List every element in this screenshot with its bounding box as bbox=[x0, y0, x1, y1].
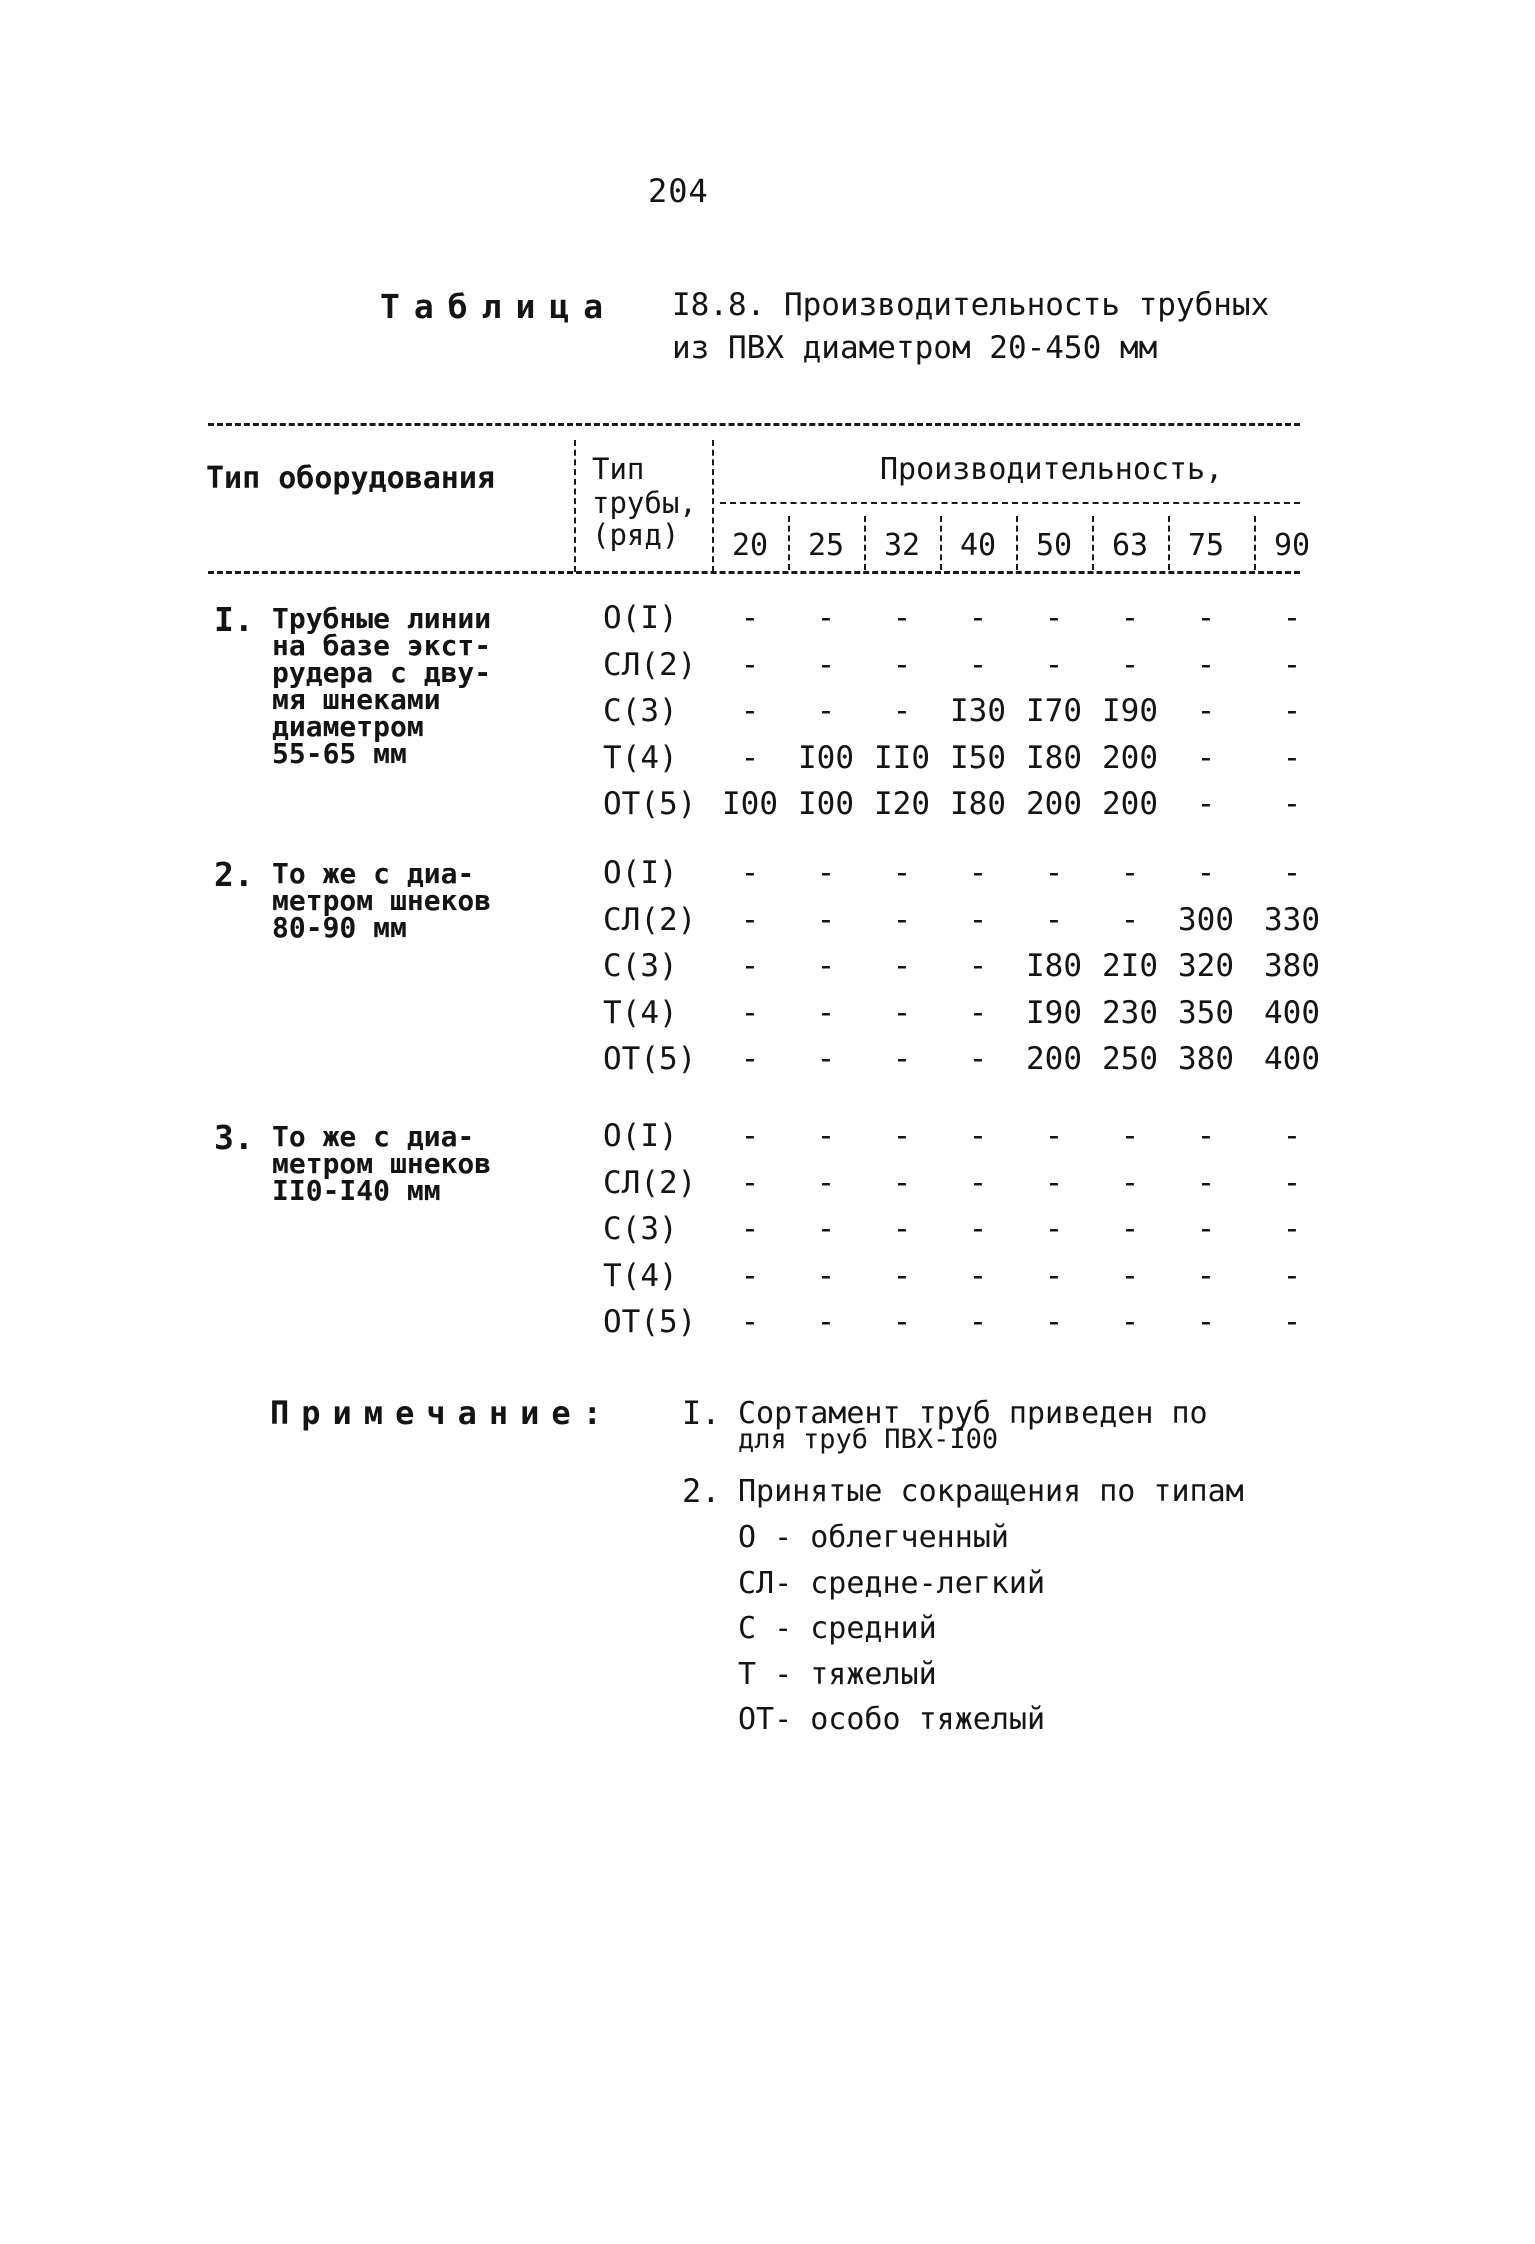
header-pipe-type-line-1: Тип bbox=[592, 452, 645, 486]
productivity-value-cell: - bbox=[1196, 786, 1216, 822]
diameter-header-cell: 50 bbox=[1035, 528, 1073, 563]
table-caption-label: Таблица bbox=[380, 287, 618, 326]
productivity-value-cell: I80 bbox=[1026, 948, 1082, 984]
productivity-value-cell: 200 bbox=[1026, 786, 1082, 822]
pipe-type-cell: O(I) bbox=[603, 600, 678, 636]
pipe-type-cell: СЛ(2) bbox=[603, 901, 697, 938]
abbreviation-item: С - средний bbox=[738, 1611, 937, 1646]
note-item-2-number: 2. bbox=[682, 1472, 721, 1510]
productivity-value-cell: II0 bbox=[874, 739, 930, 776]
productivity-value-cell: - bbox=[892, 693, 912, 729]
group-description-line: Трубные линии bbox=[272, 602, 492, 635]
pipe-type-cell: С(3) bbox=[603, 693, 678, 729]
productivity-value-cell: - bbox=[1044, 1118, 1064, 1154]
productivity-value-cell: I20 bbox=[874, 786, 930, 822]
productivity-value-cell: - bbox=[1044, 646, 1064, 683]
productivity-value-cell: I90 bbox=[1026, 994, 1082, 1031]
abbreviation-item: Т - тяжелый bbox=[738, 1656, 937, 1692]
productivity-value-cell: - bbox=[892, 600, 912, 636]
header-productivity: Производительность, bbox=[880, 452, 1224, 487]
productivity-value-cell: - bbox=[816, 994, 836, 1031]
note-label: Примечание: bbox=[270, 1394, 614, 1432]
productivity-value-cell: - bbox=[1282, 646, 1302, 683]
productivity-value-cell: - bbox=[968, 948, 988, 984]
pipe-type-cell: ОТ(5) bbox=[603, 1304, 697, 1340]
productivity-value-cell: I50 bbox=[950, 739, 1006, 776]
productivity-value-cell: - bbox=[816, 855, 836, 891]
pipe-type-cell: ОТ(5) bbox=[603, 786, 697, 822]
productivity-value-cell: - bbox=[892, 1257, 912, 1294]
pipe-type-cell: Т(4) bbox=[603, 739, 678, 776]
productivity-value-cell: - bbox=[740, 855, 760, 891]
diameter-column-divider bbox=[1168, 516, 1170, 570]
productivity-value-cell: - bbox=[968, 1118, 988, 1154]
productivity-value-cell: - bbox=[892, 1304, 912, 1340]
diameter-column-divider bbox=[1016, 516, 1018, 570]
productivity-value-cell: - bbox=[1120, 600, 1140, 636]
productivity-value-cell: - bbox=[1196, 693, 1216, 729]
productivity-value-cell: - bbox=[1196, 739, 1216, 776]
productivity-value-cell: - bbox=[740, 739, 760, 776]
productivity-value-cell: - bbox=[892, 1164, 912, 1201]
productivity-value-cell: - bbox=[1196, 1164, 1216, 1201]
pipe-type-cell: СЛ(2) bbox=[603, 646, 697, 683]
productivity-value-cell: I70 bbox=[1026, 693, 1082, 729]
note-item-1-line-2: для труб ПВХ-I00 bbox=[738, 1424, 999, 1455]
productivity-value-cell: 200 bbox=[1026, 1041, 1082, 1077]
productivity-value-cell: I80 bbox=[950, 786, 1006, 822]
productivity-value-cell: - bbox=[1120, 855, 1140, 891]
productivity-value-cell: - bbox=[740, 1211, 760, 1247]
productivity-value-cell: - bbox=[892, 1041, 912, 1077]
productivity-value-cell: - bbox=[740, 1257, 760, 1294]
productivity-value-cell: 320 bbox=[1178, 948, 1234, 984]
productivity-value-cell: - bbox=[1044, 855, 1064, 891]
productivity-value-cell: - bbox=[1196, 1257, 1216, 1294]
productivity-value-cell: 400 bbox=[1264, 994, 1320, 1031]
pipe-type-cell: ОТ(5) bbox=[603, 1041, 697, 1077]
productivity-value-cell: 380 bbox=[1264, 948, 1320, 984]
productivity-value-cell: - bbox=[816, 1257, 836, 1294]
productivity-value-cell: - bbox=[1282, 739, 1302, 776]
productivity-value-cell: - bbox=[816, 600, 836, 636]
productivity-value-cell: - bbox=[892, 646, 912, 683]
group-description-line: метром шнеков bbox=[272, 1147, 492, 1180]
group-description-line: То же с диа- bbox=[272, 1120, 475, 1153]
productivity-value-cell: - bbox=[968, 1164, 988, 1201]
pipe-type-cell: O(I) bbox=[603, 855, 678, 891]
productivity-value-cell: I90 bbox=[1102, 693, 1158, 729]
productivity-value-cell: I00 bbox=[798, 786, 854, 822]
productivity-value-cell: - bbox=[892, 855, 912, 891]
note-item-1-line-1: Сортамент труб приведен по bbox=[738, 1396, 1208, 1431]
diameter-column-divider bbox=[864, 516, 866, 570]
group-description-line: рудера с дву- bbox=[272, 656, 492, 689]
productivity-value-cell: - bbox=[816, 1164, 836, 1201]
productivity-value-cell: - bbox=[740, 948, 760, 984]
productivity-value-cell: - bbox=[968, 901, 988, 938]
productivity-value-cell: 380 bbox=[1178, 1041, 1234, 1077]
header-pipe-type-line-2: трубы, bbox=[592, 486, 697, 520]
group-number: I. bbox=[214, 600, 254, 639]
productivity-value-cell: - bbox=[816, 1304, 836, 1340]
table-header-bottom-rule bbox=[208, 571, 1300, 574]
table-caption-line-2: из ПВХ диаметром 20-450 мм bbox=[672, 330, 1158, 366]
productivity-value-cell: - bbox=[1282, 1211, 1302, 1247]
productivity-value-cell: - bbox=[1196, 646, 1216, 683]
productivity-value-cell: 400 bbox=[1264, 1041, 1320, 1077]
productivity-value-cell: - bbox=[892, 994, 912, 1031]
note-item-2-line-1: Принятые сокращения по типам bbox=[738, 1474, 1244, 1509]
diameter-header-cell: 75 bbox=[1187, 528, 1225, 563]
productivity-value-cell: - bbox=[816, 948, 836, 984]
productivity-value-cell: - bbox=[740, 693, 760, 729]
productivity-value-cell: 300 bbox=[1178, 901, 1234, 938]
abbreviation-item: O - облегченный bbox=[738, 1520, 1009, 1555]
productivity-value-cell: - bbox=[892, 901, 912, 938]
productivity-value-cell: - bbox=[1120, 1304, 1140, 1340]
productivity-value-cell: - bbox=[740, 1041, 760, 1077]
productivity-value-cell: - bbox=[1044, 901, 1064, 938]
productivity-value-cell: - bbox=[1282, 786, 1302, 822]
productivity-value-cell: - bbox=[892, 948, 912, 984]
productivity-value-cell: - bbox=[968, 646, 988, 683]
productivity-value-cell: - bbox=[1044, 1211, 1064, 1247]
pipe-type-cell: С(3) bbox=[603, 1211, 678, 1247]
group-description-line: То же с диа- bbox=[272, 857, 475, 890]
productivity-value-cell: - bbox=[1196, 600, 1216, 636]
column-divider-equipment bbox=[574, 440, 576, 572]
diameter-column-divider bbox=[788, 516, 790, 570]
productivity-value-cell: - bbox=[740, 1164, 760, 1201]
productivity-value-cell: - bbox=[1120, 646, 1140, 683]
diameter-header-cell: 90 bbox=[1273, 528, 1311, 563]
productivity-value-cell: 2I0 bbox=[1102, 948, 1158, 984]
productivity-value-cell: - bbox=[816, 693, 836, 729]
pipe-type-cell: O(I) bbox=[603, 1118, 678, 1154]
diameter-column-divider bbox=[1092, 516, 1094, 570]
diameter-column-divider bbox=[1254, 516, 1256, 570]
productivity-value-cell: 200 bbox=[1102, 739, 1158, 776]
note-item-1-number: I. bbox=[682, 1394, 721, 1432]
group-description-line: мя шнеками bbox=[272, 683, 441, 716]
productivity-value-cell: - bbox=[1196, 855, 1216, 891]
productivity-value-cell: - bbox=[1282, 1118, 1302, 1154]
productivity-value-cell: - bbox=[1282, 1164, 1302, 1201]
productivity-value-cell: - bbox=[1044, 1164, 1064, 1201]
diameter-header-cell: 25 bbox=[807, 528, 845, 563]
productivity-value-cell: 350 bbox=[1178, 994, 1234, 1031]
productivity-value-cell: 250 bbox=[1102, 1041, 1158, 1077]
productivity-value-cell: - bbox=[892, 1211, 912, 1247]
productivity-value-cell: - bbox=[1196, 1211, 1216, 1247]
productivity-value-cell: - bbox=[816, 1211, 836, 1247]
diameter-header-cell: 20 bbox=[731, 528, 769, 563]
productivity-value-cell: - bbox=[968, 1041, 988, 1077]
productivity-value-cell: - bbox=[1044, 1257, 1064, 1294]
diameter-header-cell: 32 bbox=[883, 528, 921, 563]
productivity-value-cell: - bbox=[1196, 1304, 1216, 1340]
productivity-value-cell: - bbox=[740, 1304, 760, 1340]
diameter-column-divider bbox=[940, 516, 942, 570]
group-description-line: метром шнеков bbox=[272, 884, 492, 917]
table-caption-line-1: I8.8. Производительность трубных bbox=[672, 287, 1270, 323]
productivity-value-cell: - bbox=[892, 1118, 912, 1154]
productivity-value-cell: - bbox=[816, 646, 836, 683]
productivity-value-cell: - bbox=[740, 1118, 760, 1154]
header-equipment-type: Тип оборудования bbox=[206, 461, 495, 496]
group-description-line: II0-I40 мм bbox=[272, 1174, 441, 1207]
productivity-value-cell: - bbox=[1282, 1304, 1302, 1340]
productivity-subheader-rule bbox=[720, 502, 1300, 504]
productivity-value-cell: - bbox=[1120, 1164, 1140, 1201]
productivity-value-cell: - bbox=[968, 855, 988, 891]
productivity-value-cell: - bbox=[1120, 901, 1140, 938]
productivity-value-cell: I00 bbox=[722, 786, 778, 822]
productivity-value-cell: - bbox=[968, 600, 988, 636]
pipe-type-cell: СЛ(2) bbox=[603, 1164, 697, 1201]
group-number: 3. bbox=[214, 1118, 254, 1157]
pipe-type-cell: С(3) bbox=[603, 948, 678, 984]
group-description-line: диаметром bbox=[272, 710, 424, 743]
productivity-value-cell: - bbox=[1120, 1118, 1140, 1154]
productivity-value-cell: - bbox=[740, 600, 760, 636]
productivity-value-cell: - bbox=[816, 1118, 836, 1154]
table-top-rule bbox=[208, 423, 1300, 426]
productivity-value-cell: - bbox=[968, 1304, 988, 1340]
productivity-value-cell: - bbox=[816, 1041, 836, 1077]
productivity-value-cell: - bbox=[1282, 600, 1302, 636]
productivity-value-cell: - bbox=[1282, 1257, 1302, 1294]
productivity-value-cell: 330 bbox=[1264, 901, 1320, 938]
group-number: 2. bbox=[214, 855, 254, 894]
pipe-type-cell: Т(4) bbox=[603, 1257, 678, 1294]
productivity-value-cell: 200 bbox=[1102, 786, 1158, 822]
diameter-header-cell: 40 bbox=[959, 528, 997, 563]
productivity-value-cell: - bbox=[1196, 1118, 1216, 1154]
productivity-value-cell: - bbox=[968, 994, 988, 1031]
productivity-value-cell: - bbox=[816, 901, 836, 938]
productivity-value-cell: - bbox=[1282, 855, 1302, 891]
productivity-value-cell: - bbox=[1044, 600, 1064, 636]
productivity-value-cell: - bbox=[968, 1257, 988, 1294]
productivity-value-cell: - bbox=[740, 901, 760, 938]
productivity-value-cell: I80 bbox=[1026, 739, 1082, 776]
abbreviation-item: СЛ- средне-легкий bbox=[738, 1565, 1046, 1601]
group-description-line: 80-90 мм bbox=[272, 911, 407, 944]
productivity-value-cell: 230 bbox=[1102, 994, 1158, 1031]
productivity-value-cell: - bbox=[740, 646, 760, 683]
productivity-value-cell: I30 bbox=[950, 693, 1006, 729]
productivity-value-cell: - bbox=[1120, 1211, 1140, 1247]
productivity-value-cell: - bbox=[1120, 1257, 1140, 1294]
productivity-value-cell: - bbox=[740, 994, 760, 1031]
page-number: 204 bbox=[648, 172, 709, 210]
diameter-header-cell: 63 bbox=[1111, 528, 1149, 563]
group-description-line: на базе экст- bbox=[272, 629, 492, 662]
productivity-value-cell: - bbox=[1044, 1304, 1064, 1340]
group-description-line: 55-65 мм bbox=[272, 737, 407, 770]
header-pipe-type-line-3: (ряд) bbox=[592, 518, 680, 552]
productivity-value-cell: - bbox=[1282, 693, 1302, 729]
abbreviation-item: ОТ- особо тяжелый bbox=[738, 1702, 1046, 1737]
pipe-type-cell: Т(4) bbox=[603, 994, 678, 1031]
productivity-value-cell: - bbox=[968, 1211, 988, 1247]
productivity-value-cell: I00 bbox=[798, 739, 854, 776]
